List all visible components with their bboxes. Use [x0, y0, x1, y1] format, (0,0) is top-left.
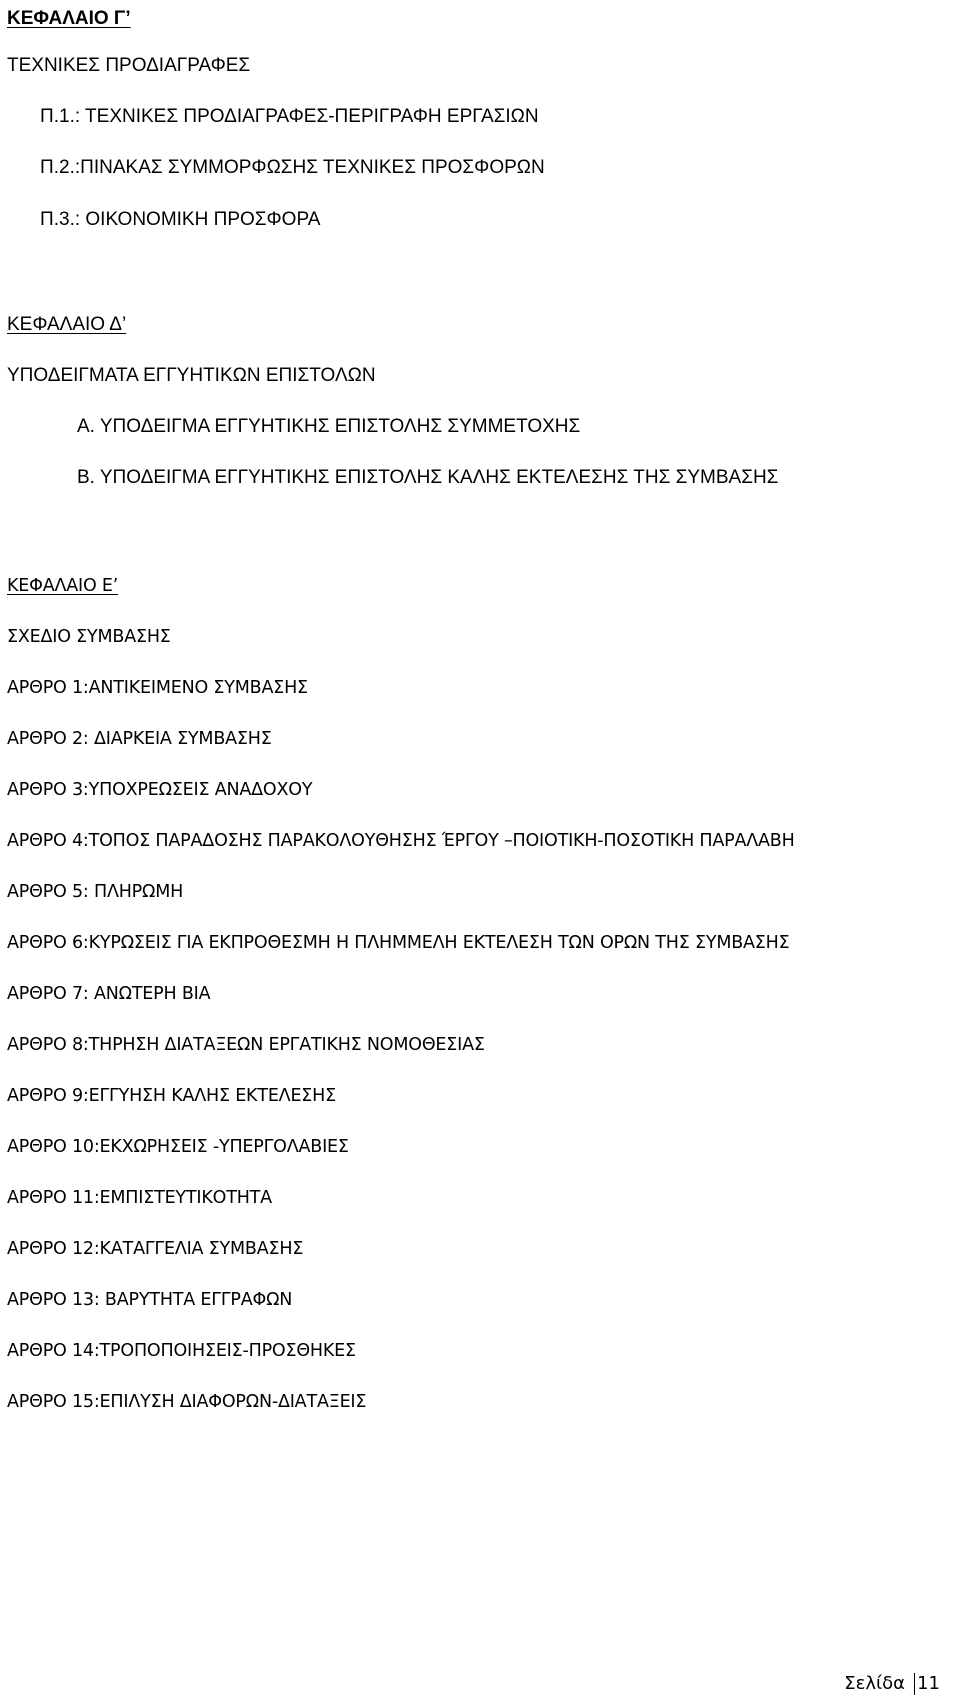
page-number: 11	[917, 1673, 940, 1694]
chapter-c-heading: ΚΕΦΑΛΑΙΟ Γ’	[7, 8, 131, 29]
chapter-e-title: ΣΧΕΔΙΟ ΣΥΜΒΑΣΗΣ	[7, 627, 171, 647]
chapter-c-item: Π.3.: ΟΙΚΟΝΟΜΙΚΗ ΠΡΟΣΦΟΡΑ	[40, 209, 321, 230]
footer-separator	[914, 1673, 915, 1695]
article-item: ΑΡΘΡΟ 12:ΚΑΤΑΓΓΕΛΙΑ ΣΥΜΒΑΣΗΣ	[7, 1239, 304, 1259]
chapter-e-heading: ΚΕΦΑΛΑΙΟ Ε’	[7, 576, 119, 596]
article-item: ΑΡΘΡΟ 2: ΔΙΑΡΚΕΙΑ ΣΥΜΒΑΣΗΣ	[7, 729, 272, 749]
article-item: ΑΡΘΡΟ 11:ΕΜΠΙΣΤΕΥΤΙΚΟΤΗΤΑ	[7, 1188, 272, 1208]
article-item: ΑΡΘΡΟ 13: ΒΑΡΥΤΗΤΑ ΕΓΓΡΑΦΩΝ	[7, 1290, 293, 1310]
article-item: ΑΡΘΡΟ 6:ΚΥΡΩΣΕΙΣ ΓΙΑ ΕΚΠΡΟΘΕΣΜΗ Η ΠΛΗΜΜΕΛΗ ΕΚΤΕΛΕΣΗ ΤΩΝ ΟΡΩΝ ΤΗΣ ΣΥΜΒΑΣΗΣ	[7, 933, 790, 953]
article-item: ΑΡΘΡΟ 1:ΑΝΤΙΚΕΙΜΕΝΟ ΣΥΜΒΑΣΗΣ	[7, 678, 308, 698]
article-item: ΑΡΘΡΟ 14:ΤΡΟΠΟΠΟΙΗΣΕΙΣ-ΠΡΟΣΘΗΚΕΣ	[7, 1341, 356, 1361]
article-item: ΑΡΘΡΟ 9:ΕΓΓΥΗΣΗ ΚΑΛΗΣ ΕΚΤΕΛΕΣΗΣ	[7, 1086, 336, 1106]
page-footer	[0, 1672, 950, 1696]
chapter-d-item: Α. ΥΠΟΔΕΙΓΜΑ ΕΓΓΥΗΤΙΚΗΣ ΕΠΙΣΤΟΛΗΣ ΣΥΜΜΕΤΟΧΗΣ	[77, 416, 581, 437]
chapter-d-heading: ΚΕΦΑΛΑΙΟ Δ’	[7, 314, 127, 335]
article-item: ΑΡΘΡΟ 15:ΕΠΙΛΥΣΗ ΔΙΑΦΟΡΩΝ-ΔΙΑΤΑΞΕΙΣ	[7, 1392, 367, 1412]
chapter-d-title: ΥΠΟΔΕΙΓΜΑΤΑ ΕΓΓΥΗΤΙΚΩΝ ΕΠΙΣΤΟΛΩΝ	[7, 365, 376, 386]
chapter-c-item: Π.2.:ΠΙΝΑΚΑΣ ΣΥΜΜΟΡΦΩΣΗΣ ΤΕΧΝΙΚΕΣ ΠΡΟΣΦΟΡΩΝ	[40, 157, 545, 178]
article-item: ΑΡΘΡΟ 7: ΑΝΩΤΕΡΗ ΒΙΑ	[7, 984, 211, 1004]
article-item: ΑΡΘΡΟ 8:ΤΗΡΗΣΗ ΔΙΑΤΑΞΕΩΝ ΕΡΓΑΤΙΚΗΣ ΝΟΜΟΘΕΣΙΑΣ	[7, 1035, 485, 1055]
article-item: ΑΡΘΡΟ 10:ΕΚΧΩΡΗΣΕΙΣ -ΥΠΕΡΓΟΛΑΒΙΕΣ	[7, 1137, 349, 1157]
article-item: ΑΡΘΡΟ 3:ΥΠΟΧΡΕΩΣΕΙΣ ΑΝΑΔΟΧΟΥ	[7, 780, 313, 800]
page-label: Σελίδα	[844, 1673, 905, 1694]
chapter-c-title: ΤΕΧΝΙΚΕΣ ΠΡΟΔΙΑΓΡΑΦΕΣ	[7, 55, 251, 76]
chapter-d-item: Β. ΥΠΟΔΕΙΓΜΑ ΕΓΓΥΗΤΙΚΗΣ ΕΠΙΣΤΟΛΗΣ ΚΑΛΗΣ ΕΚΤΕΛΕΣΗΣ ΤΗΣ ΣΥΜΒΑΣΗΣ	[77, 467, 779, 488]
article-item: ΑΡΘΡΟ 4:ΤΟΠΟΣ ΠΑΡΑΔΟΣΗΣ ΠΑΡΑΚΟΛΟΥΘΗΣΗΣ ΈΡΓΟΥ –ΠΟΙΟΤΙΚΗ-ΠΟΣΟΤΙΚΗ ΠΑΡΑΛΑΒΗ	[7, 831, 795, 851]
article-item: ΑΡΘΡΟ 5: ΠΛΗΡΩΜΗ	[7, 882, 184, 902]
chapter-c-item: Π.1.: ΤΕΧΝΙΚΕΣ ΠΡΟΔΙΑΓΡΑΦΕΣ-ΠΕΡΙΓΡΑΦΗ ΕΡΓΑΣΙΩΝ	[40, 106, 539, 127]
